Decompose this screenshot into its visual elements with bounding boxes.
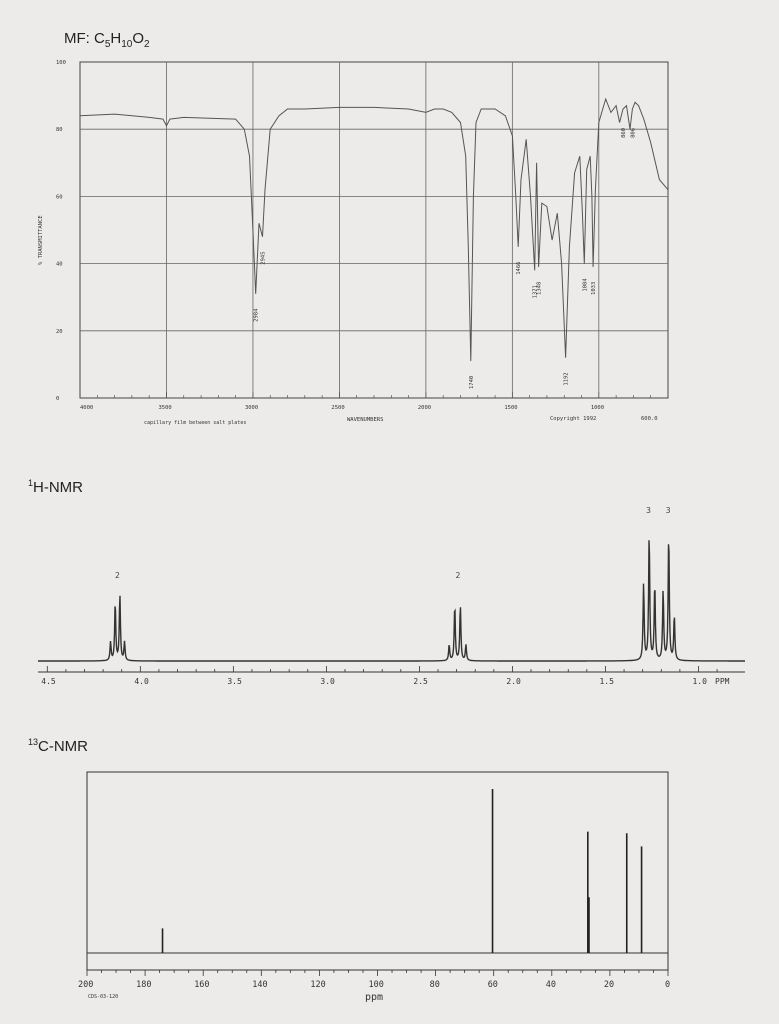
cnmr-x-tick-label: 140	[252, 980, 268, 990]
ir-peak-label: 1348	[536, 281, 543, 295]
cnmr-x-tick-label: 60	[487, 980, 498, 990]
hnmr-label-superscript: 1	[28, 478, 34, 488]
ir-y-tick-label: 20	[56, 328, 63, 335]
hnmr-trace	[38, 540, 745, 661]
ir-peak-label: 1466	[516, 261, 523, 275]
formula-c-count: 5	[104, 39, 111, 50]
formula-o-count: 2	[144, 39, 150, 50]
cnmr-x-tick-label: 100	[368, 980, 384, 990]
hnmr-integral-label: 3	[665, 506, 671, 515]
ir-x-tick-label: 1500	[504, 405, 518, 411]
hnmr-spectrum-chart	[0, 495, 779, 695]
cnmr-x-tick-label: 200	[78, 980, 94, 990]
ir-peak-label: 1192	[563, 372, 570, 386]
ir-peak-label: 1084	[582, 278, 589, 292]
ir-peak-label: 860	[621, 127, 628, 138]
hnmr-x-tick-label: 3.0	[320, 677, 335, 686]
cnmr-xlabel: ppm	[365, 992, 384, 1003]
hnmr-x-tick-label: 1.5	[599, 677, 614, 686]
cnmr-footer: CDS-03-120	[88, 994, 119, 1000]
hnmr-integral-label: 2	[115, 571, 120, 580]
formula-h-count: 10	[121, 39, 133, 50]
cnmr-label-text: C-NMR	[38, 738, 89, 755]
cnmr-x-tick-label: 160	[194, 980, 210, 990]
cnmr-x-tick-label: 20	[603, 980, 615, 990]
ir-peak-label: 1740	[468, 375, 475, 390]
cnmr-label	[28, 737, 88, 755]
ir-peak-label: 2984	[253, 308, 260, 322]
ir-trace	[80, 99, 668, 361]
hnmr-axis-unit: PPM	[715, 677, 730, 686]
cnmr-label-superscript: 13	[28, 737, 39, 747]
ir-peak-label: 1371	[532, 285, 539, 299]
ir-y-tick-label: 40	[56, 261, 63, 268]
ir-peak-label: 1033	[591, 281, 598, 295]
hnmr-x-tick-label: 2.0	[506, 677, 521, 686]
hnmr-x-tick-label: 4.0	[134, 677, 149, 686]
cnmr-frame	[87, 772, 668, 970]
hnmr-x-tick-label: 4.5	[41, 677, 56, 686]
ir-x-tick-label: 1000	[590, 405, 605, 411]
hnmr-x-tick-label: 2.5	[413, 677, 428, 686]
formula-prefix: MF: C	[64, 30, 105, 47]
ir-peak-label: 2945	[260, 251, 267, 265]
formula-h-symbol: H	[110, 30, 122, 47]
ir-x-tick-label: 3500	[158, 405, 172, 411]
ir-x-axis-label: WAVENUMBERS	[347, 417, 384, 423]
ir-frame	[80, 62, 668, 398]
ir-peak-label: 806	[630, 127, 637, 138]
ir-x-tick-label: 2000	[417, 405, 432, 411]
ir-x-tick-label: 4000	[80, 405, 94, 411]
cnmr-spectrum-chart	[0, 765, 779, 1015]
hnmr-integral-label: 3	[646, 506, 652, 515]
hnmr-x-tick-label: 1.0	[692, 677, 707, 686]
hnmr-x-tick-label: 3.5	[227, 677, 242, 686]
cnmr-x-tick-label: 180	[136, 980, 152, 990]
hnmr-label	[28, 478, 83, 496]
ir-x-tick-label: 2500	[331, 405, 345, 411]
ir-spectrum-chart	[0, 52, 779, 432]
ir-footer-right: Copyright 1992	[550, 416, 597, 422]
cnmr-x-tick-label: 120	[310, 980, 326, 990]
cnmr-x-tick-label: 40	[545, 980, 557, 990]
hnmr-integral-label: 2	[455, 571, 461, 580]
ir-y-tick-label: 80	[56, 127, 63, 134]
cnmr-x-tick-label: 80	[429, 980, 440, 990]
ir-x-tick-label: 3000	[244, 405, 259, 411]
hnmr-label-text: H-NMR	[33, 479, 84, 496]
ir-y-tick-label: 0	[56, 396, 60, 402]
formula-label	[64, 30, 150, 50]
ir-footer-end: 600.0	[641, 416, 658, 422]
ir-footer-left: capillary film between salt plates	[144, 420, 247, 426]
formula-o-symbol: O	[132, 30, 145, 47]
cnmr-x-tick-label: 0	[665, 980, 671, 990]
ir-y-axis-label: % TRANSMITTANCE	[38, 215, 44, 265]
ir-y-tick-label: 60	[56, 194, 63, 201]
ir-y-tick-label: 100	[56, 60, 66, 66]
